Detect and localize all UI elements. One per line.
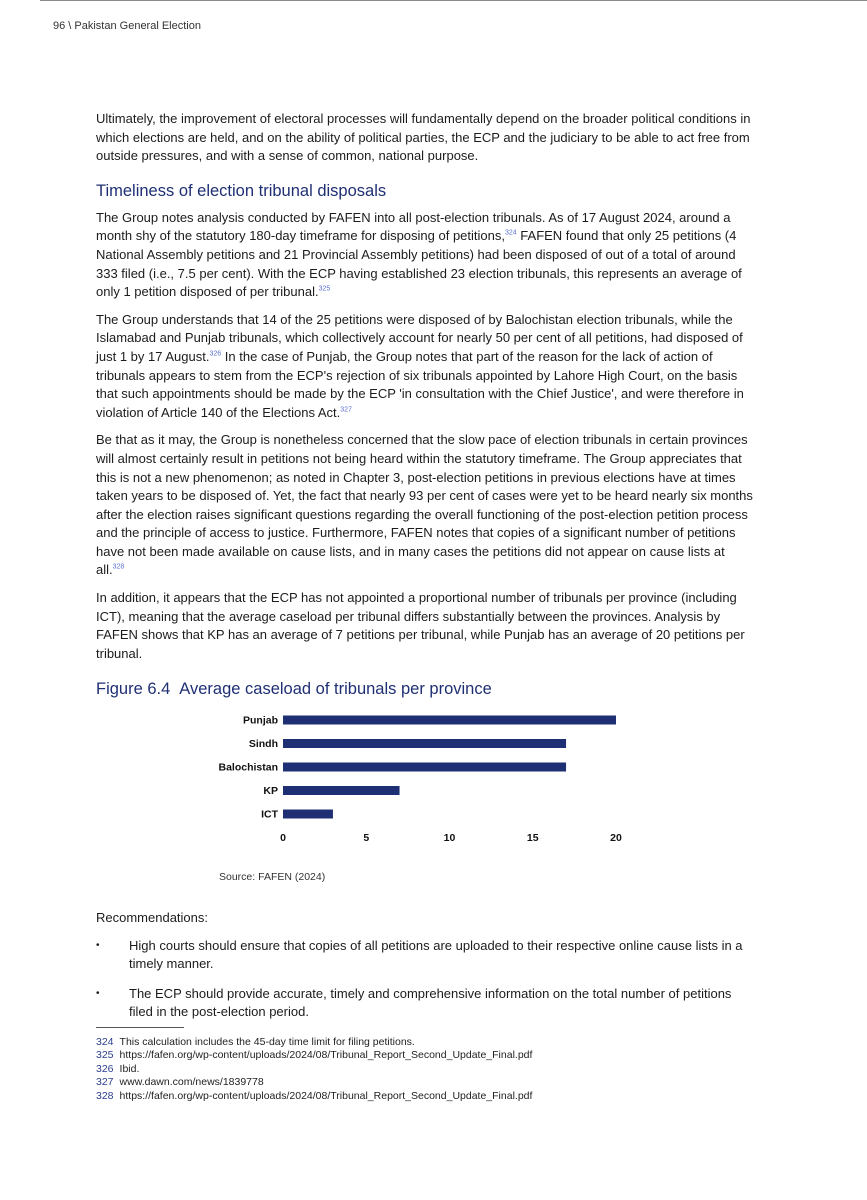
bar-punjab	[283, 716, 616, 725]
paragraph-1-text-a: The Group notes analysis conducted by FAFEN into all post-election tribunals. As of 17 August 2024, around a month shy of the statutory 180-day timeframe for disposing of petitions,	[96, 209, 731, 244]
footnote-number: 328	[96, 1089, 114, 1102]
footnote-number: 327	[96, 1076, 114, 1089]
footnote-328	[96, 1090, 796, 1103]
bullet-icon: •	[96, 987, 100, 999]
footnote-ref-327[interactable]: 327	[340, 406, 352, 414]
footnote-324	[96, 1036, 796, 1049]
category-label-kp: KP	[263, 785, 278, 798]
recommendation-text: High courts should ensure that copies of all petitions are uploaded to their respective online cause lists in a timely manner.	[129, 937, 743, 972]
section-heading: Timeliness of election tribunal disposals	[96, 181, 387, 200]
x-tick-label-10: 10	[443, 832, 456, 845]
bullet-icon: •	[96, 939, 100, 951]
footnote-link[interactable]: https://fafen.org/wp-content/uploads/2024/08/Tribunal_Report_Second_Update_Final.pdf	[119, 1049, 533, 1062]
figure-title	[96, 678, 756, 700]
recommendations-list	[96, 937, 756, 1022]
header-rule	[40, 0, 867, 1]
footnotes	[96, 1036, 796, 1103]
x-tick-label-5: 5	[363, 832, 370, 845]
footnote-325	[96, 1049, 796, 1062]
running-header: 96 \ Pakistan General Election	[53, 20, 201, 32]
footnote-ref-326[interactable]: 326	[209, 350, 222, 358]
caseload-bar-chart	[96, 706, 756, 866]
bar-balochistan	[283, 763, 566, 772]
recommendation-item	[96, 985, 756, 1022]
recommendations-title: Recommendations:	[96, 910, 208, 926]
footnote-ref-324[interactable]: 324	[505, 230, 517, 238]
intro-paragraph: Ultimately, the improvement of electoral processes will fundamentally depend on the broader political conditions in which elections are held, and on the ability of political parties, the ECP and the judiciary to be able to act free from outside pressures, and with a sense of common, national purpose.	[96, 111, 751, 164]
footnote-text: Ibid.	[119, 1062, 140, 1075]
footnote-link[interactable]: www.dawn.com/news/1839778	[119, 1076, 264, 1089]
recommendation-text: The ECP should provide accurate, timely and comprehensive information on the total number of petitions filed in the post-election period.	[129, 985, 732, 1020]
bar-sindh	[283, 739, 566, 748]
paragraph-1-text-b: FAFEN found that only 25 petitions (4 National Assembly petitions and 21 Provincial Assembly petitions) had been disposed of out of a total of around 333 filed (i.e., 7.5 per cent). With the ECP having established 23 election tribunals, this represents an average of only 1 petition disposed of per tribunal.	[96, 228, 742, 300]
paragraph-2-text-a: The Group understands that 14 of the 25 petitions were disposed of by Balochistan election tribunals, while the Islamabad and Punjab tribunals, which collectively account for nearly 50 per cent of all petitions, had disposed of just 1 by 17 August.	[96, 311, 743, 364]
footnote-326	[96, 1063, 796, 1076]
bar-ict	[283, 810, 333, 819]
footnote-number: 324	[96, 1036, 114, 1048]
x-tick-label-0: 0	[280, 832, 286, 845]
paragraph-3-text: Be that as it may, the Group is nonetheless concerned that the slow pace of election tribunals in certain provinces will almost certainly result in petitions not being heard within the statutory timeframe. The Group appreciates that this is not a new phenomenon; as noted in Chapter 3, post-election petitions in previous elections have at times taken years to be disposed of. Yet, the fact that nearly 93 per cent of cases were yet to be heard nearly six months after the election raises significant questions regarding the overall functioning of the post-election petition process and the principle of access to justice. Furthermore, FAFEN notes that copies of a significant number of petitions have not been made available on cause lists, and in many cases the petitions did not appear on cause lists at all.	[96, 432, 753, 578]
bar-kp	[283, 786, 400, 795]
figure-number: Figure 6.4	[96, 680, 171, 699]
category-label-sindh: Sindh	[248, 738, 278, 751]
footnote-link[interactable]: https://fafen.org/wp-content/uploads/2024/08/Tribunal_Report_Second_Update_Final.pdf	[119, 1089, 533, 1102]
footnote-number: 325	[96, 1049, 114, 1062]
footnote-rule	[96, 1027, 184, 1028]
figure-source: Source: FAFEN (2024)	[219, 871, 326, 884]
paragraph-1	[96, 209, 756, 302]
category-label-punjab: Punjab	[242, 714, 278, 727]
footnote-text: This calculation includes the 45-day time limit for filing petitions.	[119, 1036, 415, 1048]
x-tick-label-20: 20	[610, 832, 622, 845]
footnote-327	[96, 1076, 796, 1089]
page-body	[96, 110, 756, 1033]
paragraph-2	[96, 311, 756, 423]
recommendation-item	[96, 937, 756, 974]
category-label-ict: ICT	[261, 808, 278, 821]
caseload-chart	[96, 706, 756, 866]
figure-caption: Average caseload of tribunals per province	[179, 680, 492, 699]
footnote-number: 326	[96, 1062, 114, 1075]
category-label-balochistan: Balochistan	[218, 761, 278, 774]
footnote-ref-325[interactable]: 325	[318, 285, 331, 293]
paragraph-4: In addition, it appears that the ECP has not appointed a proportional number of tribunals per province (including ICT), meaning that the average caseload per tribunal differs substantially between the provinces. Analysis by FAFEN shows that KP has an average of 7 petitions per tribunal, while Punjab has an average of 20 petitions per tribunal.	[96, 590, 745, 661]
paragraph-2-text-b: In the case of Punjab, the Group notes that part of the reason for the lack of action of tribunals appears to stem from the ECP's rejection of six tribunals appointed by Lahore High Court, on the basis that such appointments should be made by the ECP 'in consultation with the Chief Justice', and were therefore in violation of Article 140 of the Elections Act.	[96, 348, 744, 420]
paragraph-3	[96, 431, 756, 580]
footnote-ref-328[interactable]: 328	[112, 564, 125, 572]
x-tick-label-15: 15	[526, 832, 539, 845]
